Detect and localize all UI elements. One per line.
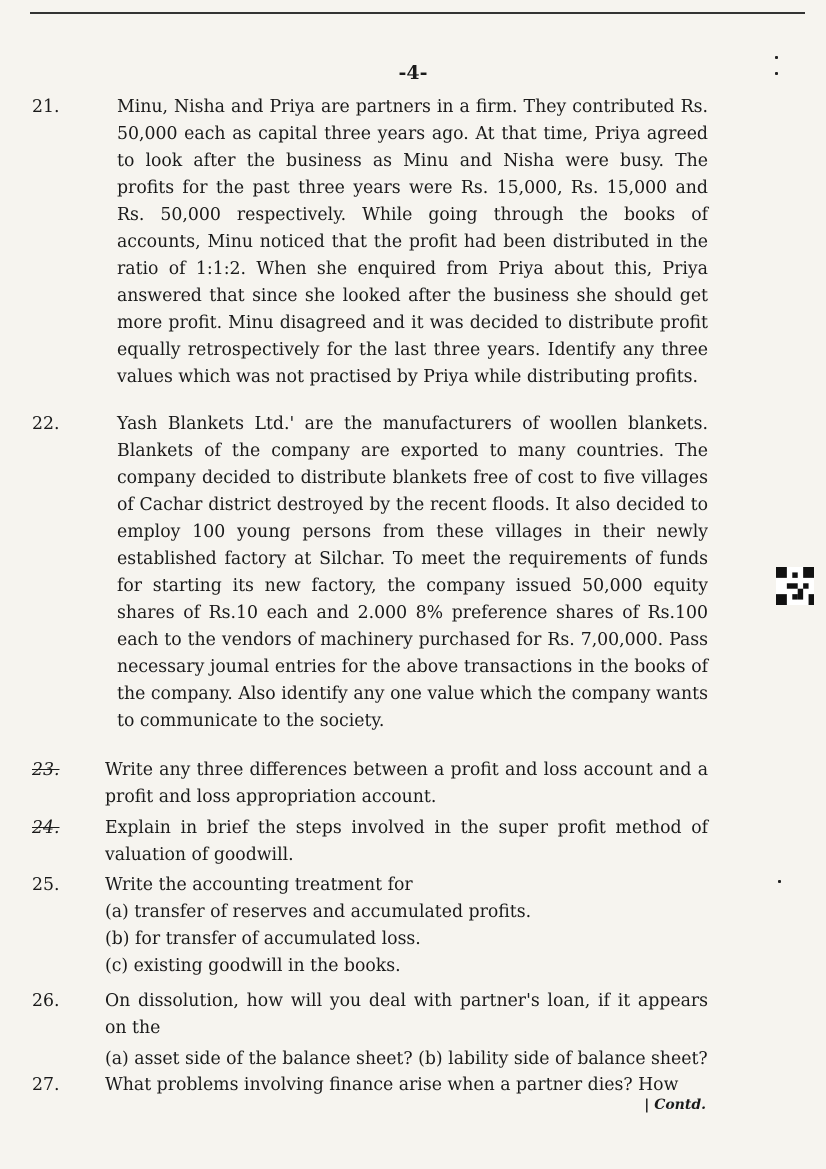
sub-item: (b) for transfer of accumulated loss. [105,929,421,949]
question-text: Yash Blankets Ltd.' are the manufacturers of woollen blankets. Blankets of the company are exported to many countries. The company decided to distribute blankets free of cost to five villages of Cachar district destroyed by the recent floods. It also decided to employ 100 young persons from these villages in their newly established factory at Silchar. To meet the requirements of funds for starting its new factory, the company issued 50,000 equity shares of Rs.10 each and 2.000 8% preference shares of Rs.100 each to the vendors of machinery purchased for Rs. 7,00,000. Pass necessary joumal entries for the above transactions in the books of the company. Also identify any one value which the company wants to communicate to the society. [117,414,708,731]
question-22 [32,411,708,735]
scan-speck [778,880,781,883]
top-rule [30,12,805,14]
question-24 [32,815,708,869]
question-25 [32,872,708,980]
question-number: 27. [32,1075,60,1095]
question-text: What problems involving finance arise when a partner dies? How [105,1075,679,1095]
sub-item: (a) asset side of the balance sheet? (b) lability side of balance sheet? [105,1049,708,1069]
page-number: -4- [398,62,428,84]
question-text: Explain in brief the steps involved in the super profit method of valuation of goodwill. [105,818,708,865]
scan-speck [775,72,778,75]
sub-item: (a) transfer of reserves and accumulated profits. [105,902,532,922]
question-27 [32,1072,708,1099]
question-text: Write any three differences between a profit and loss account and a profit and loss appropriation account. [105,760,708,807]
question-26 [32,988,708,1073]
qr-code-icon [776,567,814,605]
question-text: Write the accounting treatment for [105,875,413,895]
continued-marker: | Contd. [644,1097,706,1113]
question-text: On dissolution, how will you deal with partner's loan, if it appears on the [105,991,708,1038]
scan-speck [775,56,778,59]
question-23 [32,757,708,811]
question-number: 21. [32,97,60,117]
question-number: 24. [32,818,60,838]
question-21 [32,94,708,391]
question-number: 23. [32,760,60,780]
question-text: Minu, Nisha and Priya are partners in a firm. They contributed Rs. 50,000 each as capital three years ago. At that time, Priya agreed to look after the business as Minu and Nisha were busy. The profits for the past three years were Rs. 15,000, Rs. 15,000 and Rs. 50,000 respectively. While going through the books of accounts, Minu noticed that the profit had been distributed in the ratio of 1:1:2. When she enquired from Priya about this, Priya answered that since she looked after the business she should get more profit. Minu disagreed and it was decided to distribute profit equally retrospectively for the last three years. Identify any three values which was not practised by Priya while distributing profits. [117,97,708,387]
question-number: 22. [32,414,60,434]
sub-item: (c) existing goodwill in the books. [105,956,401,976]
question-number: 26. [32,991,60,1011]
question-number: 25. [32,875,60,895]
